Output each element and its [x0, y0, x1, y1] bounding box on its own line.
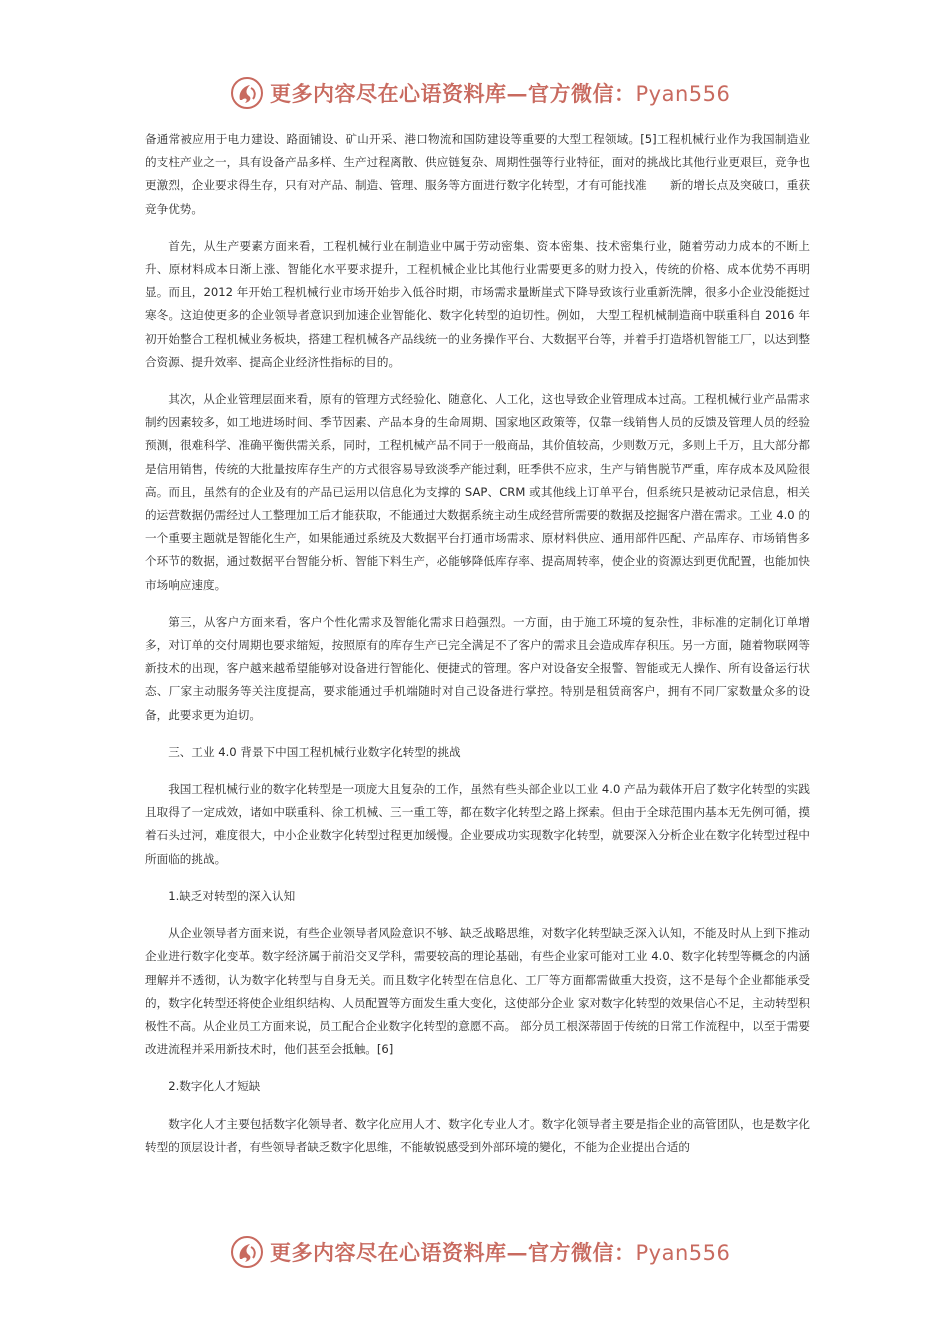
body-paragraph: 从企业领导者方面来说，有些企业领导者风险意识不够、缺乏战略思维，对数字化转型缺乏深入认知，不能及时从上到下推动企业进行数字化变革。数字经济属于前沿交叉学科，需要较高的理论基础，有些企业家可能对工业 4.0、数字化转型等概念的内涵理解并不透彻，认为数字化转型与自身无关。而且数字化转型在信息化、工厂等方面都需做重大投资，这不是每个企业都能承受的，数字化转型还将使企业组织结构、人员配置等方面发生重大变化，这使部分企业 家对数字化转型的效果信心不足，主动转型积极性不高。从企业员工方面来说，员工配合企业数字化转型的意愿不高。 部分员工根深蒂固于传统的日常工作流程中，以至于需要改进流程并采用新技术时，他们甚至会抵触。[6] — [145, 926, 810, 1057]
banner-text: 更多内容尽在心语资料库—官方微信：Pyan556 — [270, 1240, 731, 1265]
banner-text: 更多内容尽在心语资料库—官方微信：Pyan556 — [270, 81, 731, 106]
swirl-flame-logo-icon — [230, 1235, 264, 1269]
footer-watermark-banner — [230, 1232, 730, 1272]
document-body — [145, 128, 810, 1173]
swirl-flame-logo-icon — [230, 76, 264, 110]
header-watermark-banner — [230, 73, 730, 113]
section-heading: 2.数字化人才短缺 — [168, 1079, 261, 1094]
body-paragraph: 首先，从生产要素方面来看，工程机械行业在制造业中属于劳动密集、资本密集、技术密集行业，随着劳动力成本的不断上升、原材料成本日渐上涨、智能化水平要求提升，工程机械企业比其他行业需要更多的财力投入，传统的价格、成本优势不再明显。而且，2012 年开始工程机械行业市场开始步入低谷时期，市场需求量断崖式下降导致该行业重新洗牌，很多小企业没能挺过寒冬。这迫使更多的企业领导者意识到加速企业智能化、数字化转型的迫切性。例如， 大型工程机械制造商中联重科自 2016 年初开始整合工程机械业务板块，搭建工程机械各产品线统一的业务操作平台、大数据平台等，并着手打造塔机智能工厂，以达到整合资源、提升效率、提高企业经济性指标的目的。 — [145, 238, 810, 369]
section-heading: 三、工业 4.0 背景下中国工程机械行业数字化转型的挑战 — [168, 744, 461, 759]
body-paragraph: 我国工程机械行业的数字化转型是一项庞大且复杂的工作，虽然有些头部企业以工业 4.0 产品为载体开启了数字化转型的实践且取得了一定成效，诸如中联重科、徐工机械、三一重工等，都在数字化转型之路上探索。但由于全球范围内基本无先例可循，摸着石头过河，难度很大，中小企业数字化转型过程更加缓慢。企业要成功实现数字化转型，就要深入分析企业在数字化转型过程中所面临的挑战。 — [145, 782, 810, 866]
body-paragraph: 其次，从企业管理层面来看，原有的管理方式经验化、随意化、人工化，这也导致企业管理成本过高。工程机械行业产品需求制约因素较多，如工地进场时间、季节因素、产品本身的生命周期、国家地区政策等，仅靠一线销售人员的反馈及管理人员的经验预测，很难科学、准确平衡供需关系，同时，工程机械产品不同于一般商品，其价值较高，少则数万元，多则上千万，且大部分都是信用销售，传统的大批量按库存生产的方式很容易导致淡季产能过剩，旺季供不应求，生产与销售脱节严重，库存成本及风险很高。而且，虽然有的企业及有的产品已运用以信息化为支撑的 SAP、CRM 或其他线上订单平台，但系统只是被动记录信息，相关的运营数据仍需经过人工整理加工后才能获取，不能通过大数据系统主动生成经营所需要的数据及挖掘客户潜在需求。工业 4.0 的一个重要主题就是智能化生产，如果能通过系统及大数据平台打通市场需求、原材料供应、通用部件匹配、产品库存、市场销售多个环节的数据，通过数据平台智能分析、智能下料生产，必能够降低库存率、提高周转率，使企业的资源达到更优配置，也能加快市场响应速度。 — [145, 392, 810, 592]
body-paragraph: 第三，从客户方面来看，客户个性化需求及智能化需求日趋强烈。一方面，由于施工环境的复杂性，非标准的定制化订单增多，对订单的交付周期也要求缩短，按照原有的库存生产已完全满足不了客户的需求且会造成库存积压。另一方面，随着物联网等新技术的出现，客户越来越希望能够对设备进行智能化、便捷式的管理。客户对设备安全报警、智能或无人操作、所有设备运行状态、厂家主动服务等关注度提高，要求能通过手机端随时对自己设备进行掌控。特别是租赁商客户，拥有不同厂家数量众多的设备，此要求更为迫切。 — [145, 614, 810, 722]
body-paragraph: 数字化人才主要包括数字化领导者、数字化应用人才、数字化专业人才。数字化领导者主要是指企业的高管团队，也是数字化转型的顶层设计者，有些领导者缺乏数字化思维，不能敏锐感受到外部环境的變化，不能为企业提出合适的 — [145, 1116, 810, 1154]
body-paragraph: 备通常被应用于电力建设、路面铺设、矿山开采、港口物流和国防建设等重要的大型工程领域。[5]工程机械行业作为我国制造业的支柱产业之一，具有设备产品多样、生产过程离散、供应链复杂、周期性强等行业特征，面对的挑战比其他行业更艰巨，竞争也更激烈，企业要求得生存，只有对产品、制造、管理、服务等方面进行数字化转型，才有可能找准 新的增长点及突破口，重获竞争优势。 — [145, 132, 810, 216]
section-heading: 1.缺乏对转型的深入认知 — [168, 888, 296, 903]
